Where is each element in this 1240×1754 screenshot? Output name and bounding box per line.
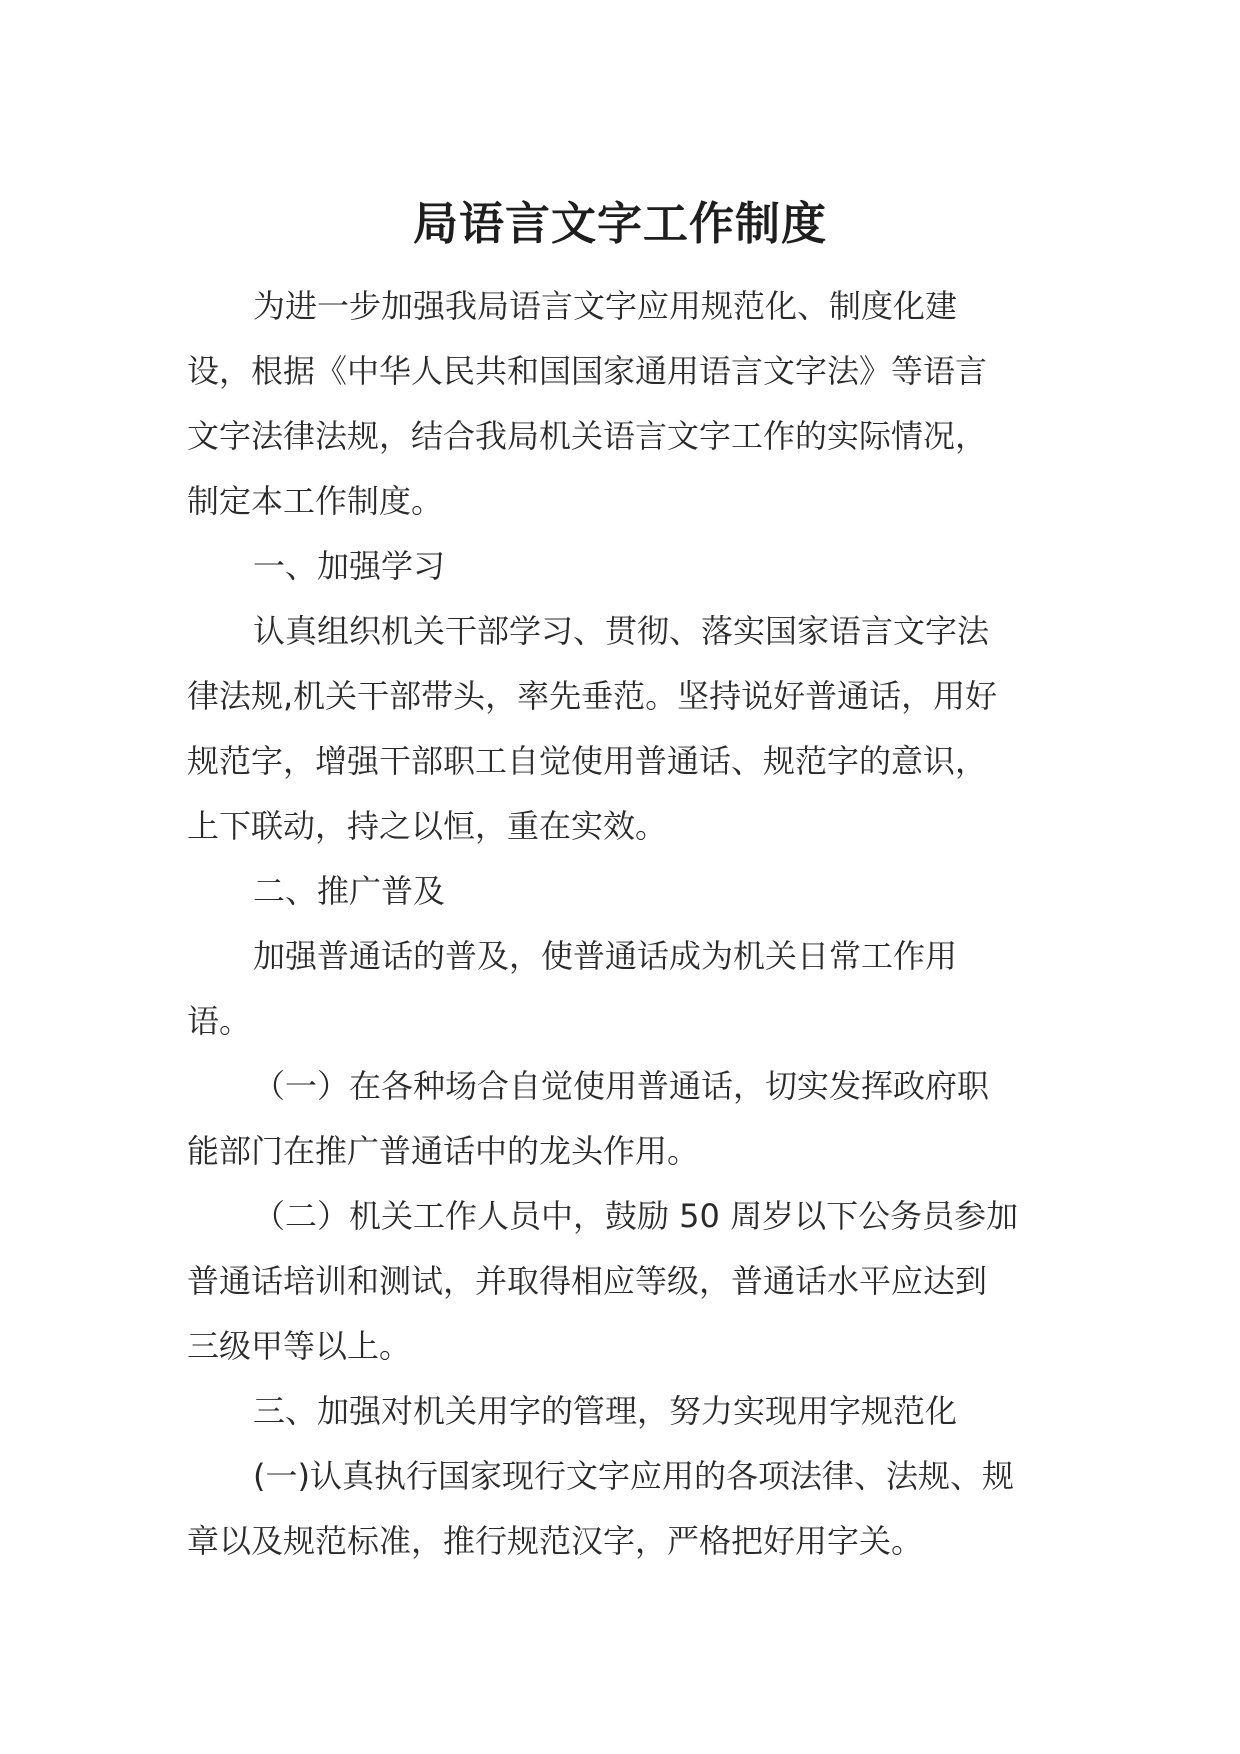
text-line: （二）机关工作人员中，鼓励 50 周岁以下公务员参加	[253, 1197, 1019, 1235]
text-line: （一）在各种场合自觉使用普通话，切实发挥政府职	[253, 1067, 990, 1105]
heading-line: 二、推广普及	[253, 872, 446, 910]
heading-line: 一、加强学习	[253, 547, 446, 585]
text-line: 语。	[187, 1002, 252, 1040]
document-title: 局语言文字工作制度	[412, 197, 827, 250]
text-line: 三级甲等以上。	[187, 1327, 412, 1365]
text-line: 上下联动，持之以恒，重在实效。	[187, 807, 668, 845]
text-line: (一)认真执行国家现行文字应用的各项法律、法规、规	[253, 1457, 1014, 1495]
paragraph-item-1	[187, 1054, 1057, 1184]
text-line: 加强普通话的普及，使普通话成为机关日常工作用	[253, 937, 958, 975]
text-line: 设，根据《中华人民共和国国家通用语言文字法》等语言	[187, 352, 988, 390]
text-line: 制定本工作制度。	[187, 482, 444, 520]
paragraph-intro	[187, 274, 1057, 534]
section-heading-2	[187, 859, 1057, 924]
text-line: 能部门在推广普通话中的龙头作用。	[187, 1132, 700, 1170]
paragraph-study	[187, 599, 1057, 859]
document-body	[187, 274, 1057, 1574]
text-line: 普通话培训和测试，并取得相应等级，普通话水平应达到	[187, 1262, 988, 1300]
paragraph-usage-item-1	[187, 1444, 1057, 1574]
text-line: 为进一步加强我局语言文字应用规范化、制度化建	[253, 287, 958, 325]
paragraph-item-2	[187, 1184, 1057, 1379]
heading-line: 三、加强对机关用字的管理，努力实现用字规范化	[253, 1392, 958, 1430]
text-line: 认真组织机关干部学习、贯彻、落实国家语言文字法	[253, 612, 990, 650]
text-line: 文字法律法规，结合我局机关语言文字工作的实际情况，	[187, 417, 988, 455]
section-heading-3	[187, 1379, 1057, 1444]
text-line: 章以及规范标准，推行规范汉字，严格把好用字关。	[187, 1522, 924, 1560]
section-heading-1	[187, 534, 1057, 599]
paragraph-promotion	[187, 924, 1057, 1054]
text-line: 规范字，增强干部职工自觉使用普通话、规范字的意识，	[187, 742, 988, 780]
text-line: 律法规,机关干部带头，率先垂范。坚持说好普通话，用好	[187, 677, 998, 715]
